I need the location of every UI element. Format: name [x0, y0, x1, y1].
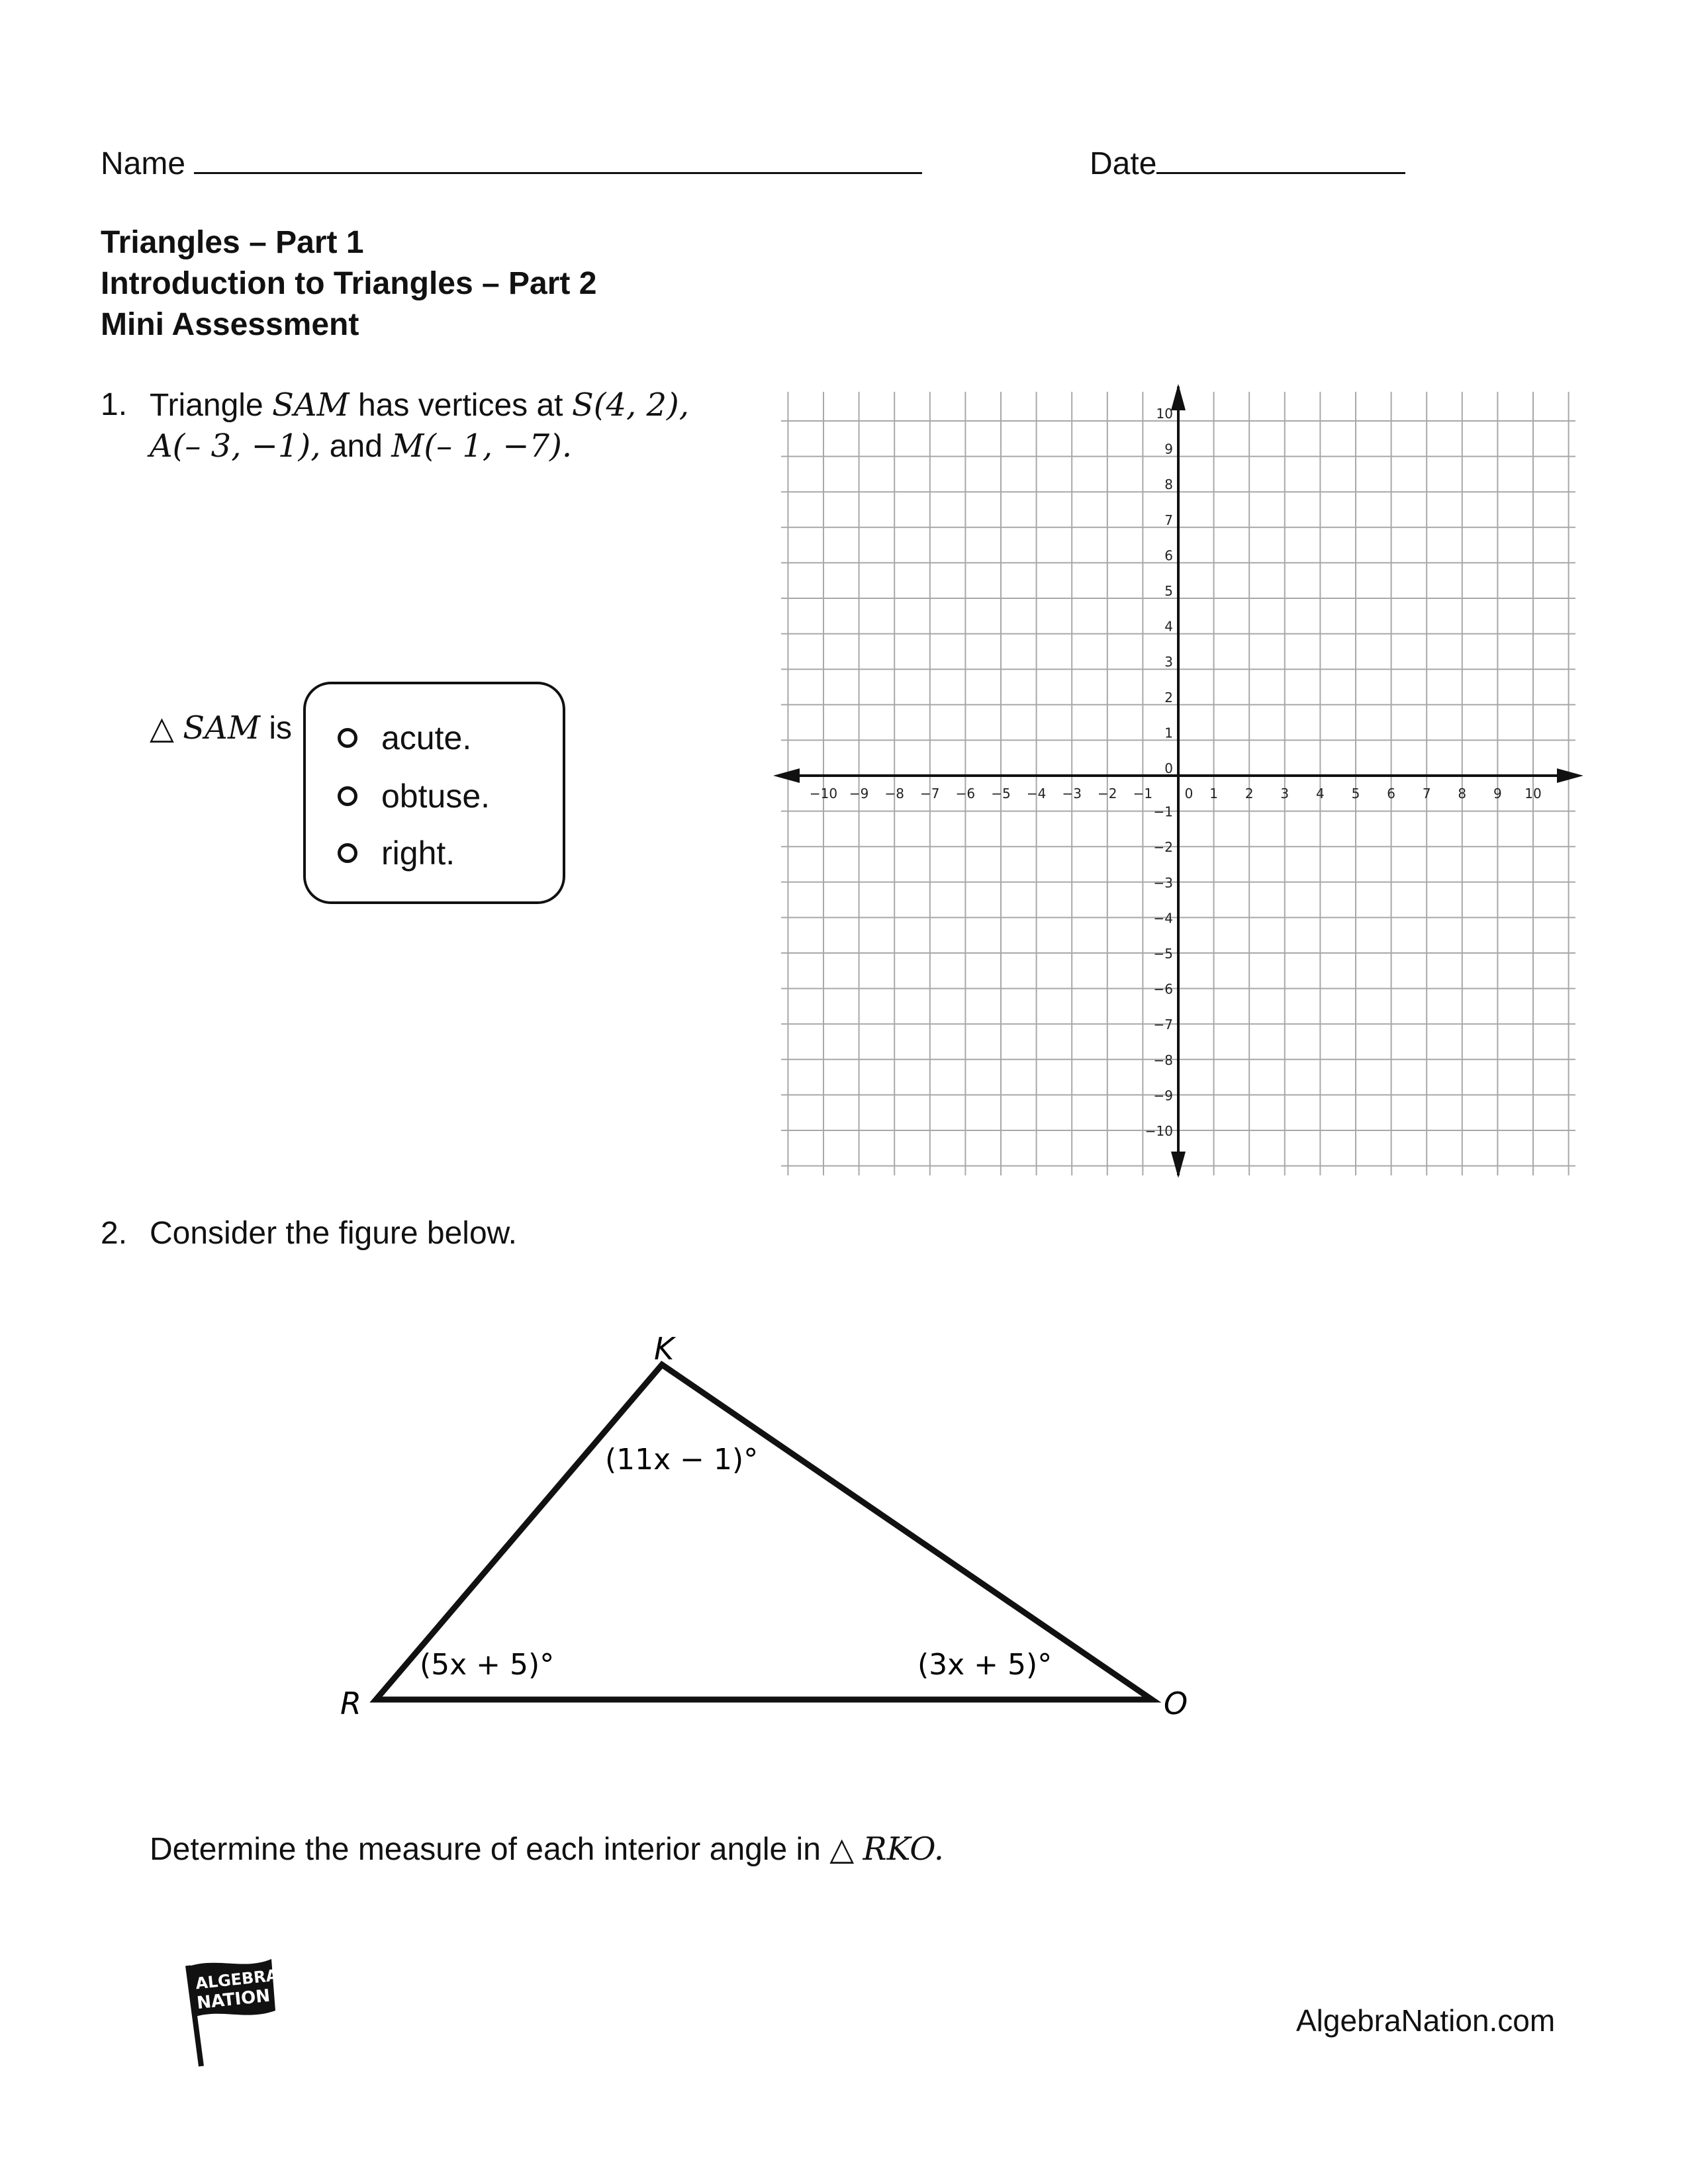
name-label: Name: [101, 146, 186, 181]
y-tick-label: −3: [1153, 874, 1173, 891]
q1-prompt-is: is: [269, 711, 292, 746]
date-field-row: [1090, 146, 1405, 180]
choice-obtuse-label: obtuse.: [381, 778, 491, 815]
title-line-2: Introduction to Triangles – Part 2: [101, 266, 597, 301]
q2-instruction-tri: RKO.: [863, 1831, 945, 1868]
y-tick-label: 8: [1164, 477, 1173, 493]
q2-instruction: [150, 1833, 944, 1866]
q1-point-m: M(– 1, −7).: [391, 428, 573, 465]
x-tick-label: 9: [1493, 786, 1502, 801]
x-axis-arrow-left: [773, 768, 800, 783]
x-tick-label: −1: [1133, 786, 1153, 801]
x-axis-arrow-right: [1557, 768, 1583, 783]
x-tick-label: −8: [884, 786, 904, 801]
title-line-1: Triangles – Part 1: [101, 225, 364, 260]
choice-acute[interactable]: [338, 719, 471, 757]
radio-right[interactable]: [338, 843, 357, 863]
q1-tri-name: SAM: [271, 387, 350, 424]
footer-site[interactable]: AlgebraNation.com: [1296, 2003, 1556, 2038]
x-tick-label: −5: [991, 786, 1011, 801]
y-tick-label: −5: [1153, 946, 1173, 962]
x-tick-label: 7: [1422, 786, 1431, 801]
x-tick-label: −6: [955, 786, 976, 801]
y-tick-label: 5: [1164, 583, 1173, 599]
q2-number: 2.: [101, 1216, 128, 1251]
logo-text-2: NATION: [195, 1985, 271, 2014]
q1-choices-box: [303, 682, 565, 904]
triangle-symbol: △: [150, 711, 174, 746]
x-tick-label: 10: [1524, 786, 1542, 801]
x-tick-label: −4: [1026, 786, 1047, 801]
date-input-line[interactable]: [1156, 146, 1405, 174]
q2-instruction-text: Determine the measure of each interior angle in: [150, 1832, 821, 1867]
choice-acute-label: acute.: [381, 719, 472, 756]
x-tick-label: −9: [849, 786, 869, 801]
y-tick-label: 6: [1164, 547, 1173, 564]
y-tick-label: −10: [1145, 1123, 1173, 1139]
vertex-k-label: K: [654, 1331, 675, 1367]
x-tick-label: 0: [1184, 786, 1194, 801]
x-tick-label: −2: [1098, 786, 1117, 801]
radio-obtuse[interactable]: [338, 786, 357, 806]
q2-text: Consider the figure below.: [150, 1216, 517, 1251]
angle-o-label: (3x + 5)°: [917, 1648, 1053, 1682]
y-tick-label: −7: [1153, 1017, 1173, 1033]
triangle-figure: [318, 1317, 1231, 1741]
x-tick-label: −7: [920, 786, 940, 801]
q1-number: 1.: [101, 387, 128, 422]
y-axis-tick-labels: [1145, 406, 1173, 1139]
y-tick-label: 2: [1164, 689, 1173, 705]
q1-point-a: A(– 3, −1),: [150, 428, 321, 465]
x-tick-label: −3: [1062, 786, 1082, 801]
angle-k-label: (11x − 1)°: [605, 1443, 759, 1477]
q2-triangle-symbol: △: [829, 1832, 855, 1867]
x-tick-label: 6: [1387, 786, 1395, 801]
choice-obtuse[interactable]: [338, 777, 490, 815]
y-tick-label: 10: [1156, 406, 1173, 422]
y-tick-label: −6: [1153, 981, 1173, 997]
x-tick-label: 4: [1316, 786, 1325, 801]
y-tick-label: −8: [1153, 1052, 1173, 1068]
q1-text-line-2: [150, 430, 572, 463]
x-axis-tick-labels: [810, 786, 1542, 801]
y-tick-label: 3: [1164, 654, 1173, 670]
name-field-row: [101, 146, 922, 180]
title-block: [101, 222, 596, 345]
q1-point-s: S(4, 2),: [571, 387, 690, 424]
x-tick-label: 5: [1351, 786, 1360, 801]
x-tick-label: 8: [1458, 786, 1467, 801]
q1-text-line-1: [150, 389, 689, 422]
y-tick-label: 7: [1164, 512, 1173, 528]
y-tick-label: 4: [1164, 618, 1173, 635]
x-tick-label: 2: [1244, 786, 1254, 801]
q1-prompt-tri: SAM: [183, 709, 260, 747]
y-tick-label: −4: [1153, 910, 1173, 927]
logo-text-1: ALGEBRA: [194, 1966, 279, 1993]
date-label: Date: [1090, 146, 1157, 181]
angle-r-label: (5x + 5)°: [420, 1648, 555, 1682]
coordinate-grid[interactable]: [773, 384, 1583, 1178]
y-tick-label: −2: [1153, 839, 1173, 856]
q1-prompt: [150, 709, 292, 747]
y-tick-label: 1: [1164, 725, 1173, 741]
choice-right-label: right.: [381, 835, 455, 872]
title-line-3: Mini Assessment: [101, 307, 359, 342]
y-axis-arrow-up: [1171, 384, 1186, 410]
y-tick-label: −1: [1153, 803, 1173, 820]
vertex-o-label: O: [1164, 1686, 1188, 1721]
y-axis-arrow-down: [1171, 1152, 1186, 1178]
radio-acute[interactable]: [338, 728, 357, 748]
q1-text-b: has vertices at: [358, 388, 563, 423]
algebra-nation-logo: [177, 1952, 283, 2071]
y-tick-label: 0: [1164, 760, 1173, 776]
x-tick-label: 1: [1209, 786, 1218, 801]
y-tick-label: 9: [1164, 441, 1173, 457]
x-tick-label: −10: [809, 786, 838, 801]
q1-text-a: Triangle: [150, 388, 263, 423]
vertex-r-label: R: [340, 1686, 361, 1721]
y-tick-label: −9: [1153, 1087, 1173, 1104]
x-tick-label: 3: [1280, 786, 1289, 801]
choice-right[interactable]: [338, 834, 455, 872]
q1-text-and: and: [329, 429, 383, 464]
name-input-line[interactable]: [194, 146, 922, 174]
